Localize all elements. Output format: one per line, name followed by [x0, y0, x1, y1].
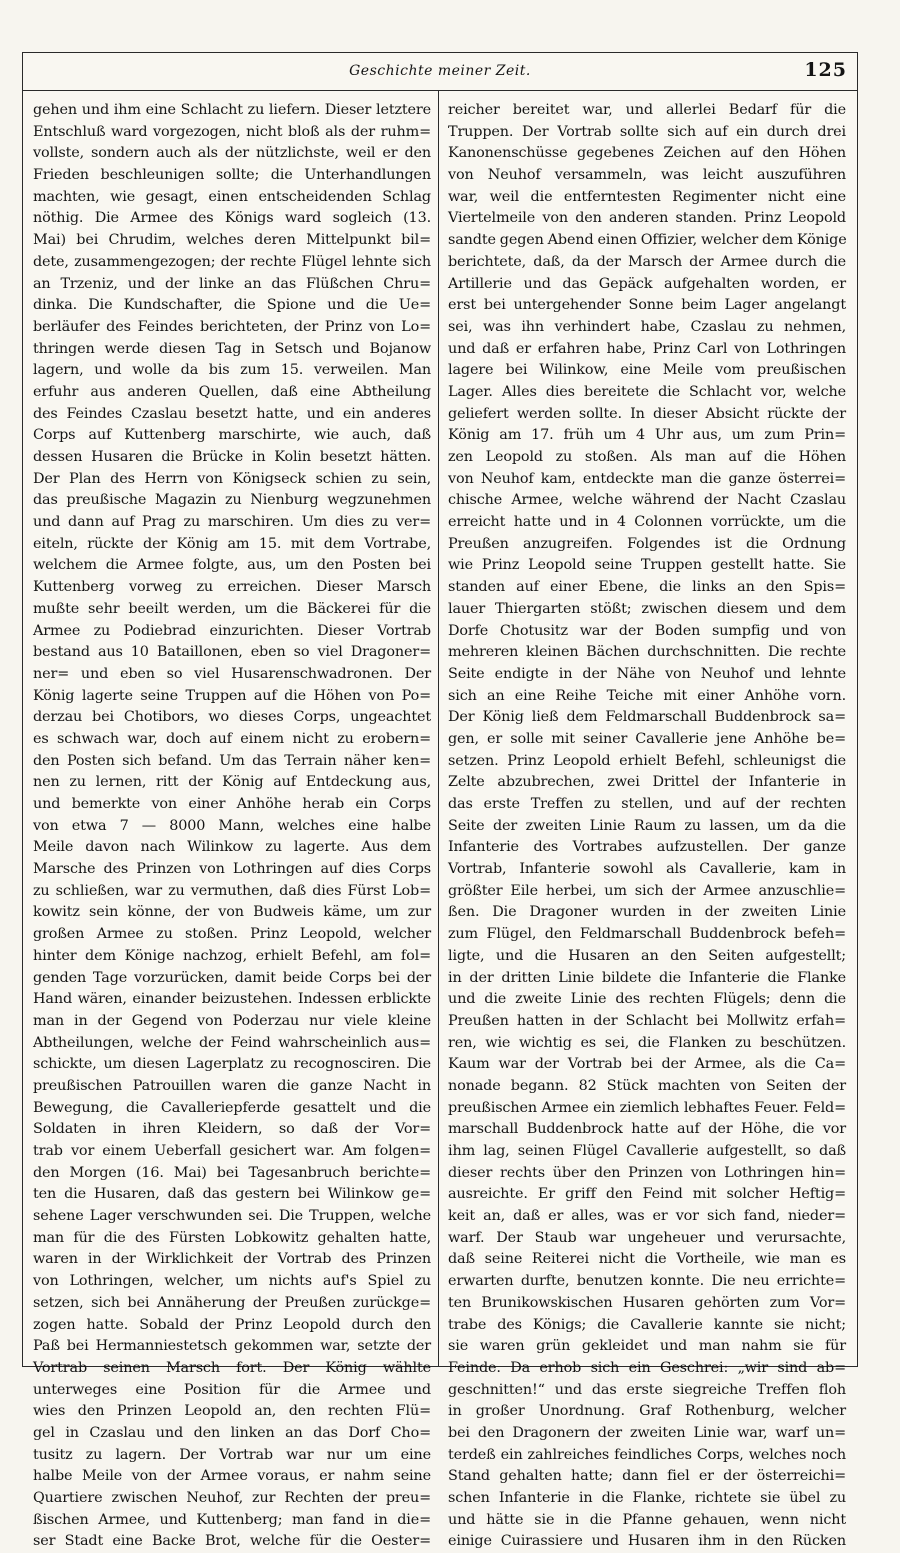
text-line: einige Cuirassiere und Husaren ihm in den Rücken [448, 1533, 846, 1550]
text-line: sie waren grün gekleidet und man nahm sie für [448, 1338, 846, 1355]
text-line: zen Leopold zu stoßen. Als man auf die Höhen [448, 449, 846, 465]
text-line: sehene Lager verschwunden sei. Die Truppen, welche [33, 1208, 431, 1225]
text-line: den Posten sich befand. Um das Terrain näher ken= [33, 752, 431, 769]
text-line: Vortrab, Infanterie sowohl als Cavallerie, kam in [448, 861, 846, 878]
text-line: Der König ließ dem Feldmarschall Buddenbrock sa= [448, 709, 846, 726]
text-line: Corps auf Kuttenberg marschirte, wie auch, daß [33, 427, 431, 444]
text-line: halbe Meile von der Armee voraus, er nahm seine [33, 1468, 431, 1485]
text-line: dieser rechts über den Prinzen von Lothringen hin= [448, 1164, 846, 1181]
text-line: Viertelmeile von den anderen standen. Prinz Leopold [448, 210, 846, 227]
text-line: und bemerkte von einer Anhöhe herab ein Corps [33, 796, 431, 812]
text-line: gehen und ihm eine Schlacht zu liefern. Dieser letztere [33, 102, 431, 118]
text-line: kowitz sein könne, der von Budweis käme, um zur [33, 904, 431, 921]
running-title: Geschichte meiner Zeit. [349, 63, 531, 79]
text-line: und die zweite Linie des rechten Flügels; denn die [448, 991, 846, 1008]
text-line: ser Stadt eine Backe Brot, welche für die Oester= [33, 1533, 431, 1550]
text-line: wie Prinz Leopold seine Truppen gestellt hatte. Sie [448, 557, 846, 574]
text-line: trabe des Königs; die Cavallerie kannte sie nicht; [448, 1316, 846, 1333]
text-line: warf. Der Staub war ungeheuer und verursachte, [448, 1229, 846, 1246]
text-line: es schwach war, doch auf einem nicht zu erobern= [33, 730, 431, 747]
text-line: geschnitten!“ und das erste siegreiche Treffen floh [448, 1381, 846, 1398]
text-line: und hätte sie in die Pfanne gehauen, wenn nicht [448, 1511, 846, 1528]
text-line: standen auf einer Ebene, die links an den Spis= [448, 579, 846, 596]
text-line: genden Tage vorzurücken, damit beide Corps bei der [33, 969, 431, 986]
text-line: setzen, sich bei Annäherung der Preußen zurückge= [33, 1294, 431, 1311]
text-line: preußischen Armee ein ziemlich lebhaftes Feuer. Feld= [448, 1099, 846, 1116]
text-line: Kaum war der Vortrab bei der Armee, als die Ca= [448, 1056, 846, 1073]
text-line: sandte gegen Abend einen Offizier, welcher dem Könige [448, 232, 847, 249]
text-line: König am 17. früh um 4 Uhr aus, um zum Prin= [448, 427, 846, 444]
text-line: waren in der Wirklichkeit der Vortrab des Prinzen [33, 1251, 431, 1268]
right-column [448, 100, 847, 1550]
page-header [23, 53, 857, 91]
text-line: Paß bei Hermanniestetsch gekommen war, setzte der [33, 1338, 431, 1355]
text-line: größter Eile herbei, um sich der Armee anzuschlie= [448, 882, 846, 899]
page-frame [22, 52, 858, 1550]
text-line: wies den Prinzen Leopold an, den rechten Flü= [33, 1403, 431, 1420]
text-line: Artillerie und das Gepäck aufgehalten worden, er [448, 275, 846, 292]
text-line: erreicht hatte und in 4 Colonnen vorrückte, um die [448, 514, 846, 531]
text-line: preußischen Patrouillen waren die ganze Nacht in [33, 1077, 431, 1094]
text-line: dessen Husaren die Brücke in Kolin besetzt hätten. [33, 449, 431, 465]
text-line: Soldaten in ihren Kleidern, so daß der Vor= [33, 1121, 431, 1138]
text-line: von Neuhof versammeln, was leicht auszuführen [448, 167, 846, 184]
text-line: ausreichte. Er griff den Feind mit solcher Heftig= [448, 1186, 846, 1203]
text-line: ßen. Die Dragoner wurden in der zweiten Linie [448, 904, 846, 921]
text-line: ren, wie wichtig es sei, die Flanken zu beschützen. [448, 1034, 846, 1051]
text-line: mehreren kleinen Bächen durchschnitten. Die rechte [448, 644, 846, 661]
text-line: und dann auf Prag zu marschiren. Um dies zu ver= [33, 514, 431, 531]
text-line: lagern, und wolle da bis zum 15. verweilen. Man [33, 362, 431, 379]
text-line: war, weil die entferntesten Regimenter nicht eine [448, 188, 846, 205]
text-line: schickte, um diesen Lagerplatz zu recognosciren. Die [33, 1056, 431, 1073]
text-line: den Morgen (16. Mai) bei Tagesanbruch berichte= [33, 1164, 431, 1181]
column-divider [438, 90, 439, 1366]
text-line: des Feindes Czaslau besetzt hatte, und ein anderes [33, 405, 431, 422]
text-line: zum Flügel, den Feldmarschall Buddenbrock befeh= [448, 926, 846, 943]
text-line: König lagerte seine Truppen auf die Höhen von Po= [33, 687, 431, 704]
text-line: Lager. Alles dies bereitete die Schlacht vor, welche [448, 383, 846, 400]
text-line: Meile davon nach Wilinkow zu lagerte. Aus dem [33, 839, 431, 856]
text-line: marschall Buddenbrock hatte auf der Höhe, die vor [448, 1121, 846, 1138]
text-line: in großer Unordnung. Graf Rothenburg, welcher [448, 1403, 846, 1420]
text-line: erwarten durfte, benutzen konnte. Die neu errichte= [448, 1273, 846, 1290]
text-line: ßischen Armee, und Kuttenberg; man fand in die= [33, 1511, 431, 1528]
text-line: geliefert werden sollte. In dieser Absicht rückte der [448, 405, 846, 422]
text-line: chische Armee, welche während der Nacht Czaslau [448, 492, 846, 509]
text-line: Seite endigte in der Nähe von Neuhof und lehnte [448, 665, 846, 682]
text-line: Bewegung, die Cavalleriepferde gesattelt und die [33, 1099, 431, 1116]
text-line: Frieden beschleunigen sollte; die Unterhandlungen [33, 167, 431, 184]
text-line: keit an, daß er alles, was er vor sich fand, nieder= [448, 1208, 846, 1225]
text-line: vollste, sondern auch als der nützlichste, weil er den [33, 145, 431, 162]
text-line: Entschluß ward vorgezogen, nicht bloß als der ruhm= [33, 123, 431, 140]
text-line: nen zu lernen, ritt der König auf Entdeckung aus, [33, 774, 431, 791]
text-line: Preußen anzugreifen. Folgendes ist die Ordnung [448, 535, 846, 552]
text-line: eiteln, rückte der König am 15. mit dem Vortrabe, [33, 535, 431, 552]
text-line: an Trzeniz, und der linke an das Flüßchen Chru= [33, 275, 431, 292]
text-line: machten, wie gesagt, einen entscheidenden Schlag [33, 188, 431, 205]
text-line: hinter dem Könige nachzog, erhielt Befehl, am fol= [33, 947, 431, 964]
text-line: man für die des Fürsten Lobkowitz gehalten hatte, [33, 1229, 431, 1246]
text-line: tusitz zu lagern. Der Vortrab war nur um eine [33, 1446, 431, 1463]
text-line: Preußen hatten in der Schlacht bei Mollwitz erfah= [448, 1012, 846, 1029]
text-line: Stand gehalten hatte; dann fiel er der österreichi= [448, 1468, 846, 1485]
text-line: daß seine Reiterei nicht die Vortheile, wie man es [448, 1251, 846, 1268]
text-line: berichtete, daß, da der Marsch der Armee durch die [448, 253, 846, 270]
text-line: von Lothringen, welcher, um nichts auf's Spiel zu [33, 1273, 431, 1290]
text-line: reicher bereitet war, und allerlei Bedarf für die [448, 102, 846, 118]
text-line: das preußische Magazin zu Nienburg wegzunehmen [33, 492, 431, 509]
text-line: von etwa 7 — 8000 Mann, welches eine halbe [33, 817, 431, 834]
text-line: ten Brunikowskischen Husaren gehörten zum Vor= [448, 1294, 846, 1311]
text-line: erst bei untergehender Sonne beim Lager angelangt [448, 297, 846, 314]
text-line: trab vor einem Ueberfall gesichert war. Am folgen= [33, 1143, 431, 1159]
text-line: sich an eine Reihe Teiche mit einer Anhöhe vorn. [448, 687, 846, 704]
text-line: gen, er solle mit seiner Cavallerie jene Anhöhe be= [448, 730, 846, 747]
text-line: Dorfe Chotusitz war der Boden sumpfig und von [448, 622, 846, 639]
text-line: ligte, und die Husaren an den Seiten aufgestellt; [448, 947, 846, 964]
text-line: bestand aus 10 Bataillonen, eben so viel Dragoner= [33, 644, 431, 661]
text-line: lagere bei Wilinkow, eine Meile vom preußischen [448, 362, 846, 379]
text-line: Zelte abzubrechen, zwei Drittel der Infanterie in [448, 774, 846, 791]
text-line: Abtheilungen, welche der Feind wahrscheinlich aus= [33, 1034, 431, 1051]
text-line: schen Infanterie in die Flanke, richtete sie übel zu [448, 1490, 846, 1506]
text-line: nöthig. Die Armee des Königs ward sogleich (13. [33, 210, 431, 227]
text-line: Der Plan des Herrn von Königseck schien zu sein, [33, 470, 431, 487]
text-line: das erste Treffen zu stellen, und auf der rechten [448, 796, 846, 812]
text-line: Armee zu Podiebrad einzurichten. Dieser Vortrab [33, 622, 431, 639]
text-line: Feinde. Da erhob sich ein Geschrei: „wir sind ab= [448, 1359, 846, 1376]
text-line: zogen hatte. Sobald der Prinz Leopold durch den [33, 1316, 431, 1333]
text-line: Truppen. Der Vortrab sollte sich auf ein durch drei [448, 123, 846, 140]
text-line: Marsche des Prinzen von Lothringen auf dies Corps [33, 861, 431, 878]
left-column [33, 100, 431, 1550]
text-line: ten die Husaren, daß das gestern bei Wilinkow ge= [33, 1186, 431, 1203]
text-line: Infanterie des Vortrabes aufzustellen. Der ganze [448, 839, 846, 856]
text-line: nonade begann. 82 Stück machten von Seiten der [448, 1077, 846, 1094]
text-line: sei, was ihn verhindert habe, Czaslau zu nehmen, [448, 318, 846, 335]
text-line: lauer Thiergarten stößt; zwischen diesem und dem [448, 600, 846, 617]
text-line: thringen werde diesen Tag in Setsch und Bojanow [33, 340, 431, 357]
text-line: man in der Gegend von Poderzau nur viele kleine [33, 1012, 431, 1029]
text-line: berläufer des Feindes berichteten, der Prinz von Lo= [33, 318, 431, 335]
text-line: von Neuhof kam, entdeckte man die ganze österrei= [448, 470, 846, 487]
text-line: in der dritten Linie bildete die Infanterie die Flanke [448, 969, 846, 986]
text-line: welchem die Armee folgte, aus, um den Posten bei [33, 557, 431, 574]
text-line: terdeß ein zahlreiches feindliches Corps, welches noch [448, 1446, 846, 1463]
text-line: zu schließen, war zu vermuthen, daß dies Fürst Lob= [33, 882, 431, 899]
text-line: Quartiere zwischen Neuhof, zur Rechten der preu= [33, 1490, 431, 1506]
text-line: erfuhr aus anderen Quellen, daß eine Abtheilung [33, 383, 431, 400]
text-line: Seite der zweiten Linie Raum zu lassen, um da die [448, 817, 846, 834]
text-line: Vortrab seinen Marsch fort. Der König wählte [33, 1359, 431, 1376]
text-line: großen Armee zu stoßen. Prinz Leopold, welcher [33, 926, 431, 943]
text-line: dete, zusammengezogen; der rechte Flügel lehnte sich [33, 253, 431, 270]
text-line: mußte sehr beeilt werden, um die Bäckerei für die [33, 600, 431, 617]
text-line: ner= und eben so viel Husarenschwadronen. Der [33, 665, 431, 682]
text-line: bei den Dragonern der zweiten Linie war, warf un= [448, 1424, 846, 1441]
text-line: Mai) bei Chrudim, welches deren Mittelpunkt bil= [33, 232, 431, 249]
text-line: unterweges eine Position für die Armee und [33, 1381, 431, 1398]
text-line: Kuttenberg vorweg zu erreichen. Dieser Marsch [33, 579, 431, 596]
text-line: setzen. Prinz Leopold erhielt Befehl, schleunigst die [448, 752, 846, 769]
page-number: 125 [804, 59, 847, 81]
text-line: gel in Czaslau und den linken an das Dorf Cho= [33, 1424, 431, 1441]
text-line: und daß er erfahren habe, Prinz Carl von Lothringen [448, 340, 846, 357]
text-line: ihm lag, seinen Flügel Cavallerie aufgestellt, so daß [448, 1143, 846, 1159]
text-line: Hand wären, einander beizustehen. Indessen erblickte [33, 991, 431, 1008]
text-line: derzau bei Chotibors, wo dieses Corps, ungeachtet [33, 709, 431, 726]
text-line: Kanonenschüsse gegebenes Zeichen auf den Höhen [448, 145, 846, 162]
text-line: dinka. Die Kundschafter, die Spione und die Ue= [33, 297, 431, 314]
